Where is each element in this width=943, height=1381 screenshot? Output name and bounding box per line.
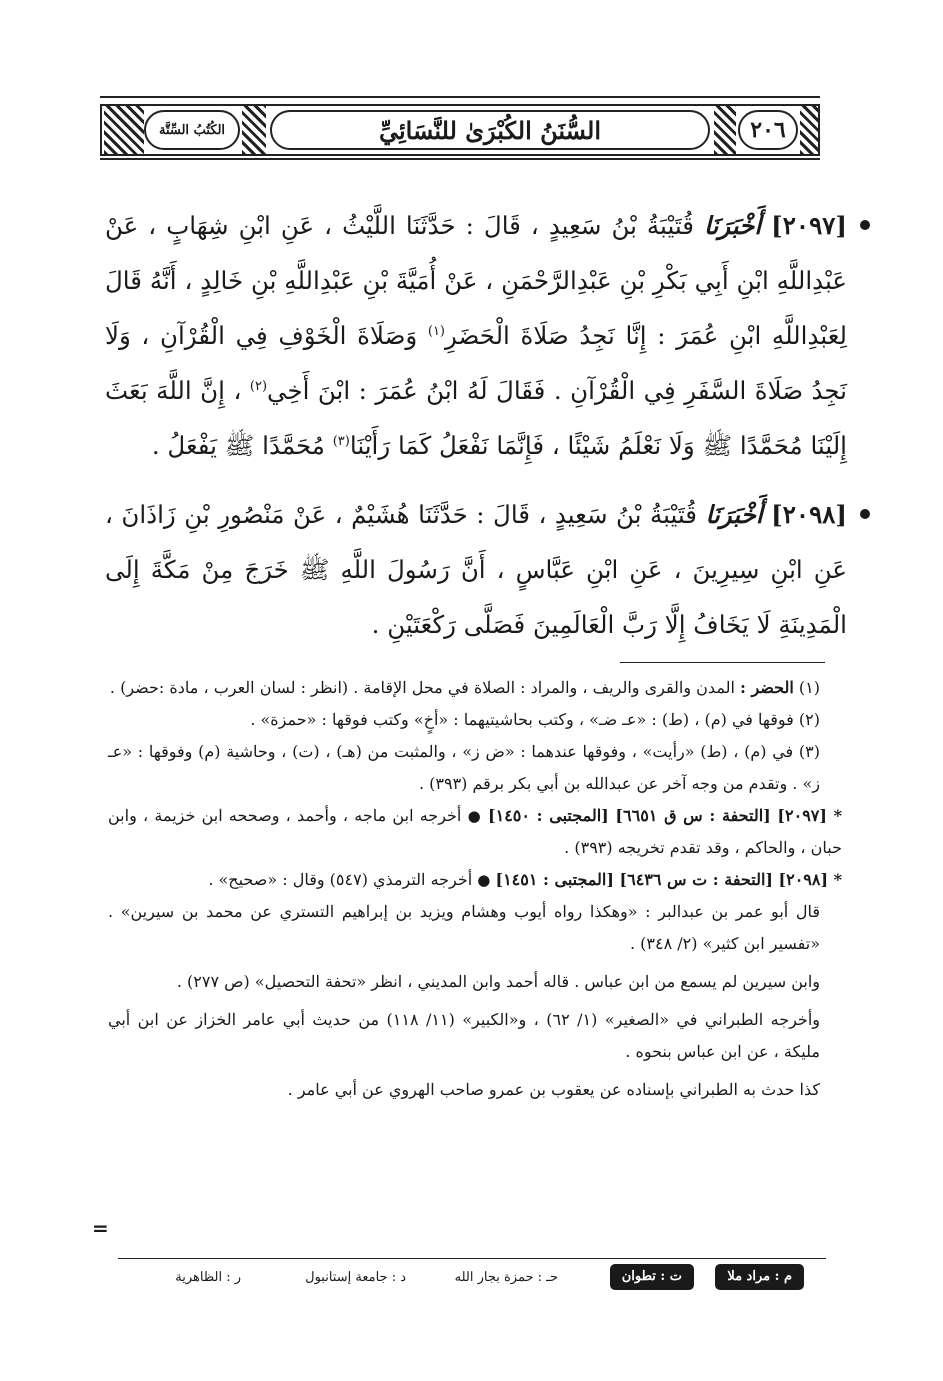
hadith-2097 — [105, 198, 847, 473]
right-ornament-inner — [714, 106, 736, 154]
page-number-cartouche — [738, 110, 798, 150]
page-number: ٢٠٦ — [750, 117, 786, 143]
footnote-divider — [620, 662, 825, 663]
siglum-t: ت : تطوان — [610, 1264, 694, 1290]
footnote-ref: (٣) — [332, 433, 350, 449]
hadith-2098 — [105, 487, 847, 652]
footnote-2: (٢) فوقها في (م) ، (ط) : «عـ ضـ» ، وكتب بحاشيتيهما : «أخٍ» وكتب فوقها : «حمزة» . — [250, 710, 820, 729]
footnote-3: (٣) في (م) ، (ط) «رأيت» ، وفوقها عندهما : «ض ز» ، والمثبت من (هـ) ، (ت) ، وحاشية (م) وفوقها : «عـ ز» . وتقدم من وجه آخر عن عبدالله بن أبي بكر برقم (٣٩٣) . — [108, 742, 820, 793]
footnote-text: المدن والقرى والريف ، والمراد : الصلاة في محل الإقامة . (انظر : لسان العرب ، مادة :حضر) . — [109, 678, 735, 697]
continuation-mark: = — [92, 1216, 109, 1240]
bullet-icon — [860, 509, 870, 519]
siglum-h: حـ : حمزة بجار الله — [454, 1270, 558, 1285]
footnote-headword: الحضر : — [739, 678, 794, 697]
takhrij-head: * [٢٠٩٧] [التحفة : س ق ٦٦٥١] [المجتبى : ١٤٥٠] — [488, 806, 843, 825]
book-title: السُّنَنُ الكُبْرَىٰ للنَّسَائِيِّ — [378, 115, 602, 145]
hadith-body — [105, 487, 847, 652]
footnote-ref: (١) — [427, 323, 445, 339]
footnote-number: (١) — [798, 678, 820, 697]
hadith-text-part: ، إِنَّ اللَّهَ بَعَثَ إِلَيْنَا مُحَمَّدًا ﷺ وَلَا نَعْلَمُ شَيْئًا ، فَإِنَّمَا نَفْعَلُ كَمَا رَأَيْنَا — [105, 376, 847, 460]
dot-icon: ● — [477, 871, 491, 889]
takhrij-paragraph: وابن سيرين لم يسمع من ابن عباس . قاله أحمد وابن المديني ، انظر «تحفة التحصيل» (ص ٢٧٧) . — [176, 972, 820, 991]
siglum-m: م : مراد ملا — [715, 1264, 804, 1290]
hadith-text-part: مُحَمَّدًا ﷺ يَفْعَلُ . — [151, 431, 325, 460]
right-ornament — [800, 106, 818, 154]
takhrij-text: أخرجه ابن ماجه ، وأحمد ، وصححه ابن خزيمة ، وابن حبان ، والحاكم ، وقد تقدم تخريجه (٣٩٣) . — [108, 806, 842, 857]
hadith-number: [٢٠٩٨] — [771, 500, 847, 529]
sigla-footer — [118, 1264, 826, 1294]
hadith-text: قُتَيْبَةُ بْنُ سَعِيدٍ ، قَالَ : حَدَّثَنَا هُشَيْمٌ ، عَنْ مَنْصُورِ بْنِ زَاذَانَ ، عَنِ ابْنِ سِيرِينَ ، عَنِ ابْنِ عَبَّاسٍ ، أَنَّ رَسُولَ اللَّهِ ﷺ خَرَجَ مِنْ مَكَّةَ إِلَى الْمَدِينَةِ لَا يَخَافُ إِلَّا رَبَّ الْعَالَمِينَ فَصَلَّى رَكْعَتَيْنِ . — [105, 500, 847, 639]
hadith-number: [٢٠٩٧] — [771, 211, 847, 240]
header-top-rule — [100, 96, 820, 98]
series-seal: الكُتُبُ السِّتَّة — [158, 122, 226, 138]
page-header — [100, 96, 820, 164]
takhrij-paragraph: كذا حدث به الطبراني بإسناده عن يعقوب بن عمرو صاحب الهروي عن أبي عامر . — [287, 1080, 820, 1099]
hadith-intro: أَخْبَرَنَا — [705, 500, 763, 529]
title-cartouche — [270, 110, 710, 150]
left-ornament — [104, 106, 144, 154]
siglum-r: ر : الظاهرية — [175, 1270, 241, 1285]
footnote-1 — [108, 672, 820, 704]
header-frame — [100, 104, 820, 156]
hadith-body — [105, 198, 847, 473]
header-bottom-rule — [100, 158, 820, 160]
main-text — [105, 198, 847, 666]
takhrij-text: أخرجه الترمذي (٥٤٧) وقال : «صحيح» . — [208, 870, 473, 889]
footer-rule — [118, 1258, 826, 1259]
footnote-ref: (٢) — [249, 378, 268, 394]
seal-cartouche — [144, 110, 240, 150]
hadith-text-part: وَصَلَاةَ الْخَوْفِ فِي الْقُرْآنِ ، وَلَا نَجِدُ صَلَاةَ السَّفَرِ فِي الْقُرْآنِ . فَقَالَ لَهُ ابْنُ عُمَرَ : ابْنَ أَخِي — [105, 321, 847, 405]
left-ornament-inner — [242, 106, 266, 154]
takhrij-paragraph: وأخرجه الطبراني في «الصغير» (١/ ٦٢) ، و«الكبير» (١١/ ١١٨) من حديث أبي عامر الخزاز عن ابن أبي مليكة ، عن ابن عباس بنحوه . — [108, 1010, 820, 1061]
hadith-text-part: قُتَيْبَةُ بْنُ سَعِيدٍ ، قَالَ : حَدَّثَنَا اللَّيْثُ ، عَنِ ابْنِ شِهَابٍ ، عَنْ عَبْدِاللَّهِ ابْنِ أَبِي بَكْرِ بْنِ عَبْدِالرَّحْمَنِ ، عَنْ أُمَيَّةَ بْنِ عَبْدِاللَّهِ بْنِ خَالِدٍ ، أَنَّهُ قَالَ لِعَبْدِاللَّهِ ابْنِ عُمَرَ : إِنَّا نَجِدُ صَلَاةَ الْحَضَرِ — [105, 211, 847, 350]
bullet-icon — [860, 220, 870, 230]
takhrij-head: * [٢٠٩٨] [التحفة : ت س ٦٤٣٦] [المجتبى : ١٤٥١] — [495, 870, 842, 889]
takhrij-paragraph: قال أبو عمر بن عبدالبر : «وهكذا رواه أيوب وهشام ويزيد بن إبراهيم التستري عن محمد بن سيرين» . «تفسير ابن كثير» (٢/ ٣٤٨) . — [108, 902, 820, 953]
takhrij-2097 — [108, 800, 842, 864]
footnotes — [108, 672, 843, 1106]
hadith-intro: أَخْبَرَنَا — [703, 211, 762, 240]
dot-icon: ● — [467, 807, 482, 825]
takhrij-2098 — [108, 864, 842, 896]
siglum-d: د : جامعة إستانبول — [305, 1270, 406, 1285]
